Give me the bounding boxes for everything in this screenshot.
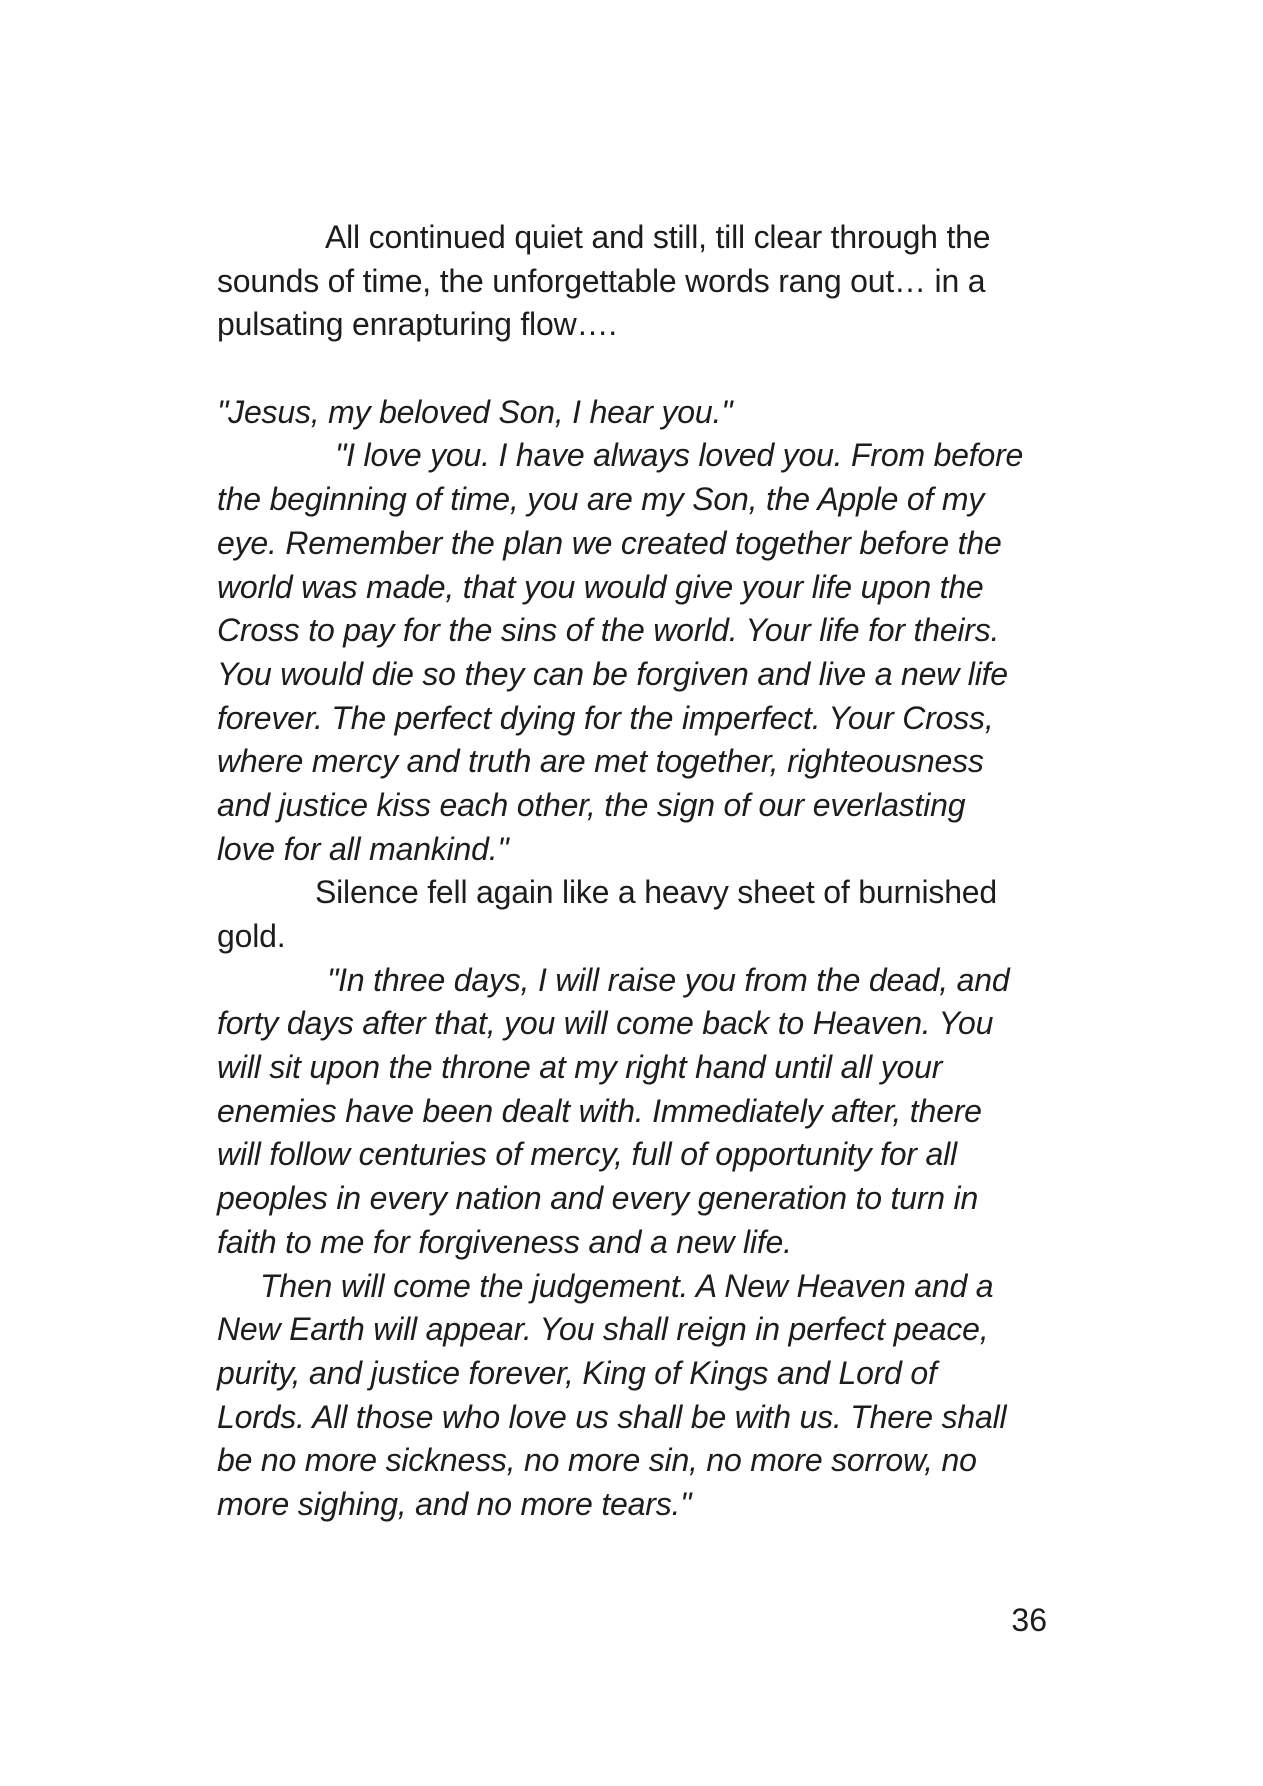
text-line: purity, and justice forever, King of Kings and Lord of <box>217 1354 937 1391</box>
text-line: "I love you. I have always loved you. From before <box>335 437 1024 474</box>
text-line: where mercy and truth are met together, righteousness <box>217 743 984 780</box>
text-line: "Jesus, my beloved Son, I hear you." <box>217 393 733 430</box>
text-line: "In three days, I will raise you from the dead, and <box>327 961 1010 998</box>
text-line: world was made, that you would give your life upon the <box>217 568 984 605</box>
text-line: gold. <box>217 918 286 954</box>
text-line: peoples in every nation and every generation to turn in <box>217 1180 979 1217</box>
text-line: Then will come the judgement. A New Heaven and a <box>260 1267 994 1304</box>
paragraph <box>217 216 1047 347</box>
text-line: Lords. All those who love us shall be with us. There shall <box>217 1398 1007 1435</box>
text-line: You would die so they can be forgiven and live a new life <box>217 655 1008 692</box>
text-line: eye. Remember the plan we created together before the <box>217 524 1002 561</box>
paragraph <box>217 959 1047 1265</box>
text-line: will follow centuries of mercy, full of opportunity for all <box>217 1136 957 1173</box>
text-line: forty days after that, you will come back to Heaven. You <box>217 1005 994 1042</box>
text-line: enemies have been dealt with. Immediately after, there <box>217 1092 982 1129</box>
paragraph <box>217 1265 1047 1527</box>
text-line: the beginning of time, you are my Son, the Apple of my <box>217 481 985 518</box>
text-line: New Earth will appear. You shall reign in perfect peace, <box>217 1311 989 1348</box>
paragraph <box>217 871 1047 958</box>
page-number: 36 <box>1011 1602 1047 1638</box>
text-line: Silence fell again like a heavy sheet of burnished <box>315 874 998 911</box>
text-line: forever. The perfect dying for the imperfect. Your Cross, <box>217 699 994 736</box>
paragraph <box>217 434 1047 871</box>
text-line: more sighing, and no more tears." <box>217 1485 692 1522</box>
paragraph <box>217 391 1047 435</box>
text-line: love for all mankind." <box>217 830 509 867</box>
text-line <box>217 347 1047 391</box>
text-line: and justice kiss each other, the sign of our everlasting <box>217 786 966 823</box>
text-line: Cross to pay for the sins of the world. Your life for theirs. <box>217 612 1000 649</box>
text-line: sounds of time, the unforgettable words rang out… in a <box>217 262 986 299</box>
text-line: All continued quiet and still, till clear through the <box>325 219 991 255</box>
text-line: pulsating enrapturing flow…. <box>217 306 617 343</box>
blank-line <box>217 347 1047 391</box>
text-line: be no more sickness, no more sin, no more sorrow, no <box>217 1442 977 1479</box>
body-text <box>217 216 1047 1527</box>
text-line: faith to me for forgiveness and a new life. <box>217 1223 792 1260</box>
text-line: will sit upon the throne at my right hand until all your <box>217 1049 943 1086</box>
